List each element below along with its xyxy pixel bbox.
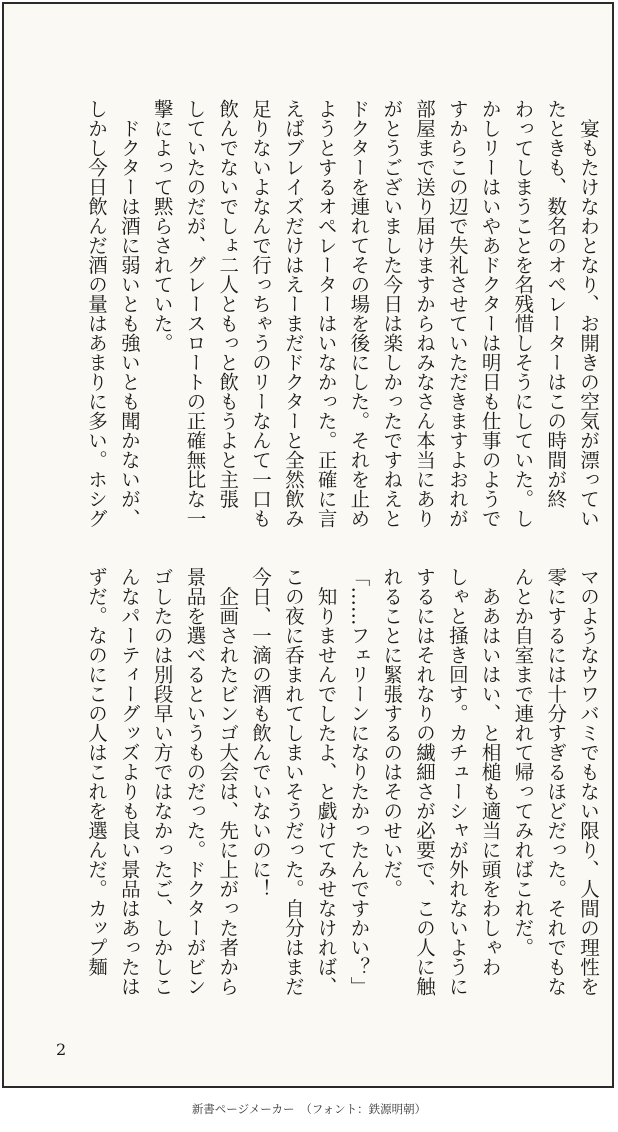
text-column: 宴もたけなわとなり、お開きの空気が漂ってい (577, 99, 600, 528)
text-column: がとうございました今日は楽しかったですねえと (380, 99, 404, 528)
footer-caption: 新書ページメーカー （フォント：鉄源明朝） (191, 1102, 427, 1116)
text-column: 部屋まで送り届けますからねみなさん本当にあり (413, 99, 437, 528)
text-column: すからこの辺で失礼させていただきますよおれが (445, 99, 469, 528)
text-column: この夜に呑まれてしまいそうだった。自分はまだ (281, 567, 305, 996)
text-column: 撃によって黙らされていた。 (150, 99, 174, 353)
text-column: わってしまうことを名残惜しそうにしていた。し (511, 99, 535, 528)
text-column: ようとするオペレーターはいなかった。正確に言 (314, 99, 338, 528)
text-column: 足りないよなんで行っちゃうのリーなんて一口も (249, 99, 273, 528)
text-column: かしリーはいやあドクターは明日も仕事のようで (478, 99, 502, 528)
text-column: 今日、一滴の酒も飲んでいないのに！ (249, 567, 273, 899)
text-column: ずだ。なのにこの人はこれを選んだ。カップ麺 (85, 567, 109, 977)
book-page (2, 2, 614, 1088)
text-column: んとか自室まで連れて帰ってみればこれだ。 (511, 567, 535, 957)
text-column: しゃと掻き回す。カチューシャが外れないように (445, 567, 469, 996)
text-column: マのようなウワバミでもない限り、人間の理性を (577, 567, 600, 996)
text-block-bottom (44, 567, 604, 1007)
text-column: ゴしたのは別段早い方ではなかったご、しかしこ (150, 567, 174, 996)
text-column: しかし今日飲んだ酒の量はあまりに多い。ホシグ (85, 99, 109, 528)
text-column: 飲んでないでしょ二人ともっと飲もうよと主張 (216, 99, 240, 509)
text-column: 「……フェリーンになりたかったんですかい？」 (347, 567, 371, 996)
text-column: 零にするには十分すぎるほどだった。それでもな (544, 567, 568, 996)
text-column: 企画されたビンゴ大会は、先に上がった者から (216, 567, 240, 996)
text-column: ドクターを連れてその場を後にした。それを止め (347, 99, 371, 528)
text-column: 景品を選べるというものだった。ドクターがビン (183, 567, 207, 996)
text-column: するにはそれなりの繊細さが必要で、この人に触 (413, 567, 437, 996)
text-column: たときも、数名のオペレーターはこの時間が終 (544, 99, 568, 509)
text-column: ドクターは酒に弱いとも強いとも聞かないが、 (117, 99, 141, 528)
text-column: ああはいはい、と相槌も適当に頭をわしゃわ (478, 567, 502, 977)
page-number: 2 (56, 1040, 67, 1059)
text-column: えばブレイズだけはえーまだドクターと全然飲み (281, 99, 305, 528)
text-column: 知りませんでしたよ、と戯けてみせなければ、 (314, 567, 338, 996)
text-column: んなパーティーグッズよりも良い景品はあったは (117, 567, 141, 996)
text-column: れることに緊張するのはそのせいだ。 (380, 567, 404, 899)
text-column: していたのだが、グレースロートの正確無比な一 (183, 99, 207, 528)
text-block-top (44, 99, 604, 539)
